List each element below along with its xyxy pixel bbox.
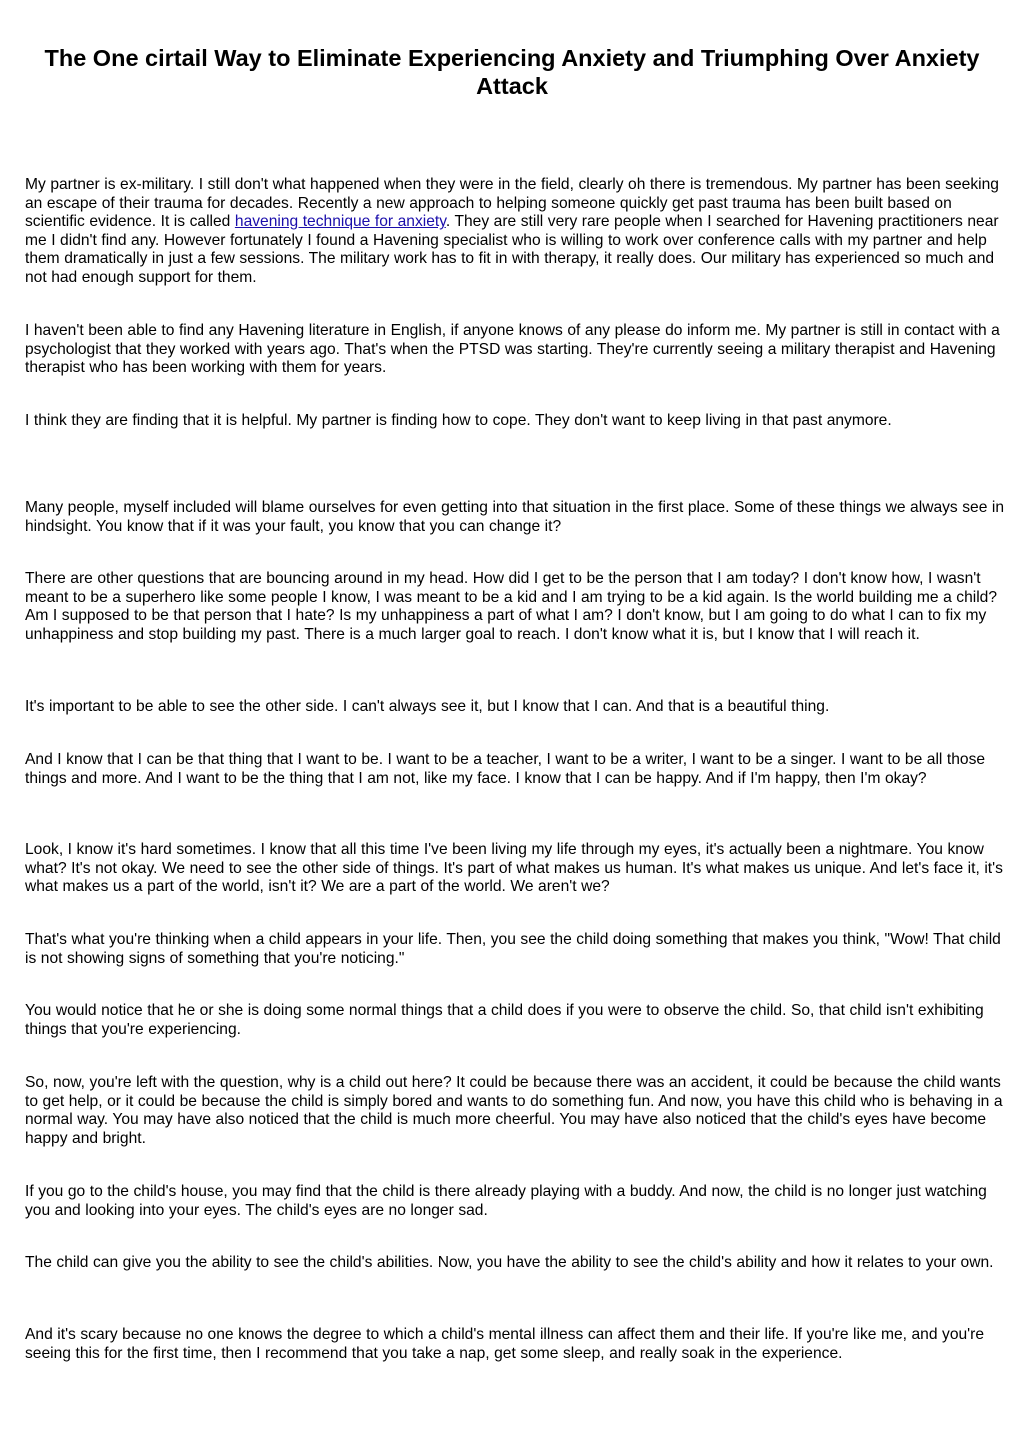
paragraph-2: I haven't been able to find any Havening literature in English, if anyone knows of any please do inform me. My partner is still in contact with a psychologist that they worked with years ago. That's when the PTSD was starting. They're currently seeing a military therapist and Havening therapist who has been working with them for years. <box>25 322 1000 377</box>
paragraph-11: So, now, you're left with the question, why is a child out here? It could be because there was an accident, it could be because the child wants to get help, or it could be because the child is simply bored and wants to do something fun. And now, you have this child who is behaving in a normal way. You may have also noticed that the child is much more cheerful. You may have also noticed that the child's eyes have become happy and bright. <box>25 1074 1003 1147</box>
paragraph-4: Many people, myself included will blame ourselves for even getting into that situation in the first place. Some of these things we always see in hindsight. You know that if it was your fault, you know that you can change it? <box>25 499 1005 535</box>
paragraph-1-text-after: . They are still very rare people when I searched for Havening practitioners near me I didn't find any. However fortunately I found a Havening specialist who is willing to work over conference calls with my partner and help them dramatically in just a few sessions. The military work has to fit in with therapy, it really does. Our military has experienced so much and not had enough support for them. <box>25 213 999 286</box>
paragraph-1-text-before: My partner is ex-military. I still don't what happened when they were in the field, clearly oh there is tremendous. My partner has been seeking an escape of their trauma for decades. Recently a new approach to helping someone quickly get past trauma has been built based on scientific evidence. It is called <box>25 176 999 231</box>
paragraph-7: And I know that I can be that thing that I want to be. I want to be a teacher, I want to be a writer, I want to be a singer. I want to be all those things and more. And I want to be the thing that I am not, like my face. I know that I can be happy. And if I'm happy, then I'm okay? <box>25 751 986 787</box>
paragraph-10: You would notice that he or she is doing some normal things that a child does if you were to observe the child. So, that child isn't exhibiting things that you're experiencing. <box>25 1002 984 1038</box>
paragraph-1 <box>25 176 1005 288</box>
paragraph-12: If you go to the child's house, you may find that the child is there already playing with a buddy. And now, the child is no longer just watching you and looking into your eyes. The child's eyes are no longer sad. <box>25 1183 987 1219</box>
paragraph-5: There are other questions that are bouncing around in my head. How did I get to be the person that I am today? I don't know how, I wasn't meant to be a superhero like some people I know, I was meant to be a kid and I am trying to be a kid again. Is the world building me a child? Am I supposed to be that person that I hate? Is my unhappiness a part of what I am? I don't know, but I am going to do what I can to fix my unhappiness and stop building my past. There is a much larger goal to reach. I don't know what it is, but I know that I will reach it. <box>25 570 998 643</box>
paragraph-8: Look, I know it's hard sometimes. I know that all this time I've been living my life through my eyes, it's actually been a nightmare. You know what? It's not okay. We need to see the other side of things. It's part of what makes us human. It's what makes us unique. And let's face it, it's what makes us a part of the world, isn't it? We are a part of the world. We aren't we? <box>25 841 1003 896</box>
paragraph-14: And it's scary because no one knows the degree to which a child's mental illness can affect them and their life. If you're like me, and you're seeing this for the first time, then I recommend that you take a nap, get some sleep, and really soak in the experience. <box>25 1326 985 1362</box>
paragraph-9: That's what you're thinking when a child appears in your life. Then, you see the child doing something that makes you think, "Wow! That child is not showing signs of something that you're noticing." <box>25 931 1001 967</box>
paragraph-3: I think they are finding that it is helpful. My partner is finding how to cope. They don't want to keep living in that past anymore. <box>25 412 892 429</box>
paragraph-6: It's important to be able to see the other side. I can't always see it, but I know that I can. And that is a beautiful thing. <box>25 698 830 715</box>
paragraph-13: The child can give you the ability to see the child's abilities. Now, you have the ability to see the child's ability and how it relates to your own. <box>25 1254 994 1271</box>
havening-technique-link[interactable]: havening technique for anxiety <box>234 213 446 231</box>
page-title: The One cirtail Way to Eliminate Experiencing Anxiety and Triumphing Over Anxiety Attack <box>44 45 980 99</box>
